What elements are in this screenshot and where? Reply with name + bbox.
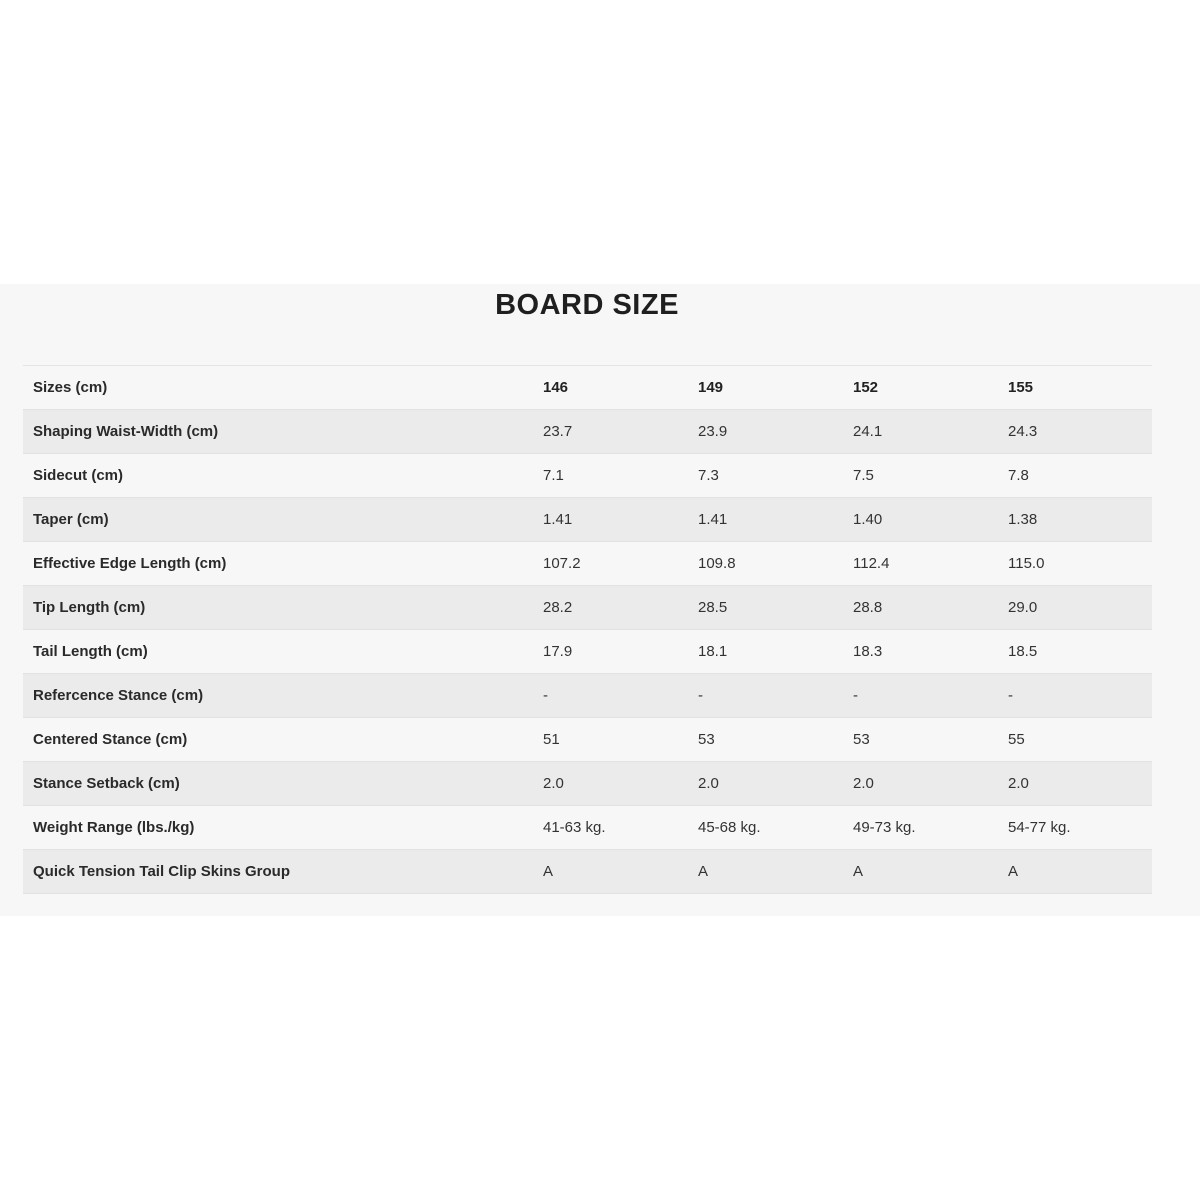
cell-value: 23.9	[698, 410, 853, 454]
table-row	[23, 762, 1152, 806]
cell-value: 18.5	[1008, 630, 1152, 674]
cell-value: 2.0	[698, 762, 853, 806]
cell-value: 24.3	[1008, 410, 1152, 454]
board-size-table	[23, 365, 1152, 894]
cell-value: 7.8	[1008, 454, 1152, 498]
cell-value: 18.1	[698, 630, 853, 674]
cell-value: 2.0	[853, 762, 1008, 806]
cell-value: 2.0	[543, 762, 698, 806]
table-row	[23, 542, 1152, 586]
cell-value: A	[543, 850, 698, 894]
cell-value: 7.1	[543, 454, 698, 498]
cell-value: 1.41	[698, 498, 853, 542]
table-row	[23, 718, 1152, 762]
cell-value: A	[1008, 850, 1152, 894]
cell-value: -	[1008, 674, 1152, 718]
cell-value: 54-77 kg.	[1008, 806, 1152, 850]
row-label: Sizes (cm)	[23, 366, 543, 410]
cell-value: -	[543, 674, 698, 718]
cell-value: 1.41	[543, 498, 698, 542]
cell-value: -	[698, 674, 853, 718]
size-146-header: 146	[543, 366, 698, 410]
cell-value: 17.9	[543, 630, 698, 674]
cell-value: 2.0	[1008, 762, 1152, 806]
cell-value: 115.0	[1008, 542, 1152, 586]
table-row	[23, 586, 1152, 630]
row-label: Quick Tension Tail Clip Skins Group	[23, 850, 543, 894]
cell-value: 28.2	[543, 586, 698, 630]
cell-value: 28.5	[698, 586, 853, 630]
row-label: Shaping Waist-Width (cm)	[23, 410, 543, 454]
cell-value: 112.4	[853, 542, 1008, 586]
cell-value: 7.5	[853, 454, 1008, 498]
table-row	[23, 410, 1152, 454]
row-label: Tip Length (cm)	[23, 586, 543, 630]
cell-value: 41-63 kg.	[543, 806, 698, 850]
table-row	[23, 454, 1152, 498]
page-title: BOARD SIZE	[495, 289, 679, 321]
cell-value: 18.3	[853, 630, 1008, 674]
cell-value: 7.3	[698, 454, 853, 498]
row-label: Stance Setback (cm)	[23, 762, 543, 806]
cell-value: 53	[853, 718, 1008, 762]
row-label: Sidecut (cm)	[23, 454, 543, 498]
cell-value: 49-73 kg.	[853, 806, 1008, 850]
cell-value: 109.8	[698, 542, 853, 586]
row-label: Taper (cm)	[23, 498, 543, 542]
cell-value: 1.40	[853, 498, 1008, 542]
row-label: Refercence Stance (cm)	[23, 674, 543, 718]
cell-value: A	[698, 850, 853, 894]
table-row	[23, 674, 1152, 718]
table-row	[23, 630, 1152, 674]
size-155-header: 155	[1008, 366, 1152, 410]
row-label: Effective Edge Length (cm)	[23, 542, 543, 586]
cell-value: 55	[1008, 718, 1152, 762]
cell-value: 28.8	[853, 586, 1008, 630]
size-149-header: 149	[698, 366, 853, 410]
size-152-header: 152	[853, 366, 1008, 410]
table-row	[23, 850, 1152, 894]
cell-value: 45-68 kg.	[698, 806, 853, 850]
row-label: Weight Range (lbs./kg)	[23, 806, 543, 850]
cell-value: A	[853, 850, 1008, 894]
row-label: Centered Stance (cm)	[23, 718, 543, 762]
cell-value: 1.38	[1008, 498, 1152, 542]
cell-value: 51	[543, 718, 698, 762]
cell-value: 29.0	[1008, 586, 1152, 630]
cell-value: -	[853, 674, 1008, 718]
table-row	[23, 806, 1152, 850]
cell-value: 107.2	[543, 542, 698, 586]
cell-value: 53	[698, 718, 853, 762]
cell-value: 24.1	[853, 410, 1008, 454]
row-label: Tail Length (cm)	[23, 630, 543, 674]
cell-value: 23.7	[543, 410, 698, 454]
table-header-row	[23, 366, 1152, 410]
table-row	[23, 498, 1152, 542]
